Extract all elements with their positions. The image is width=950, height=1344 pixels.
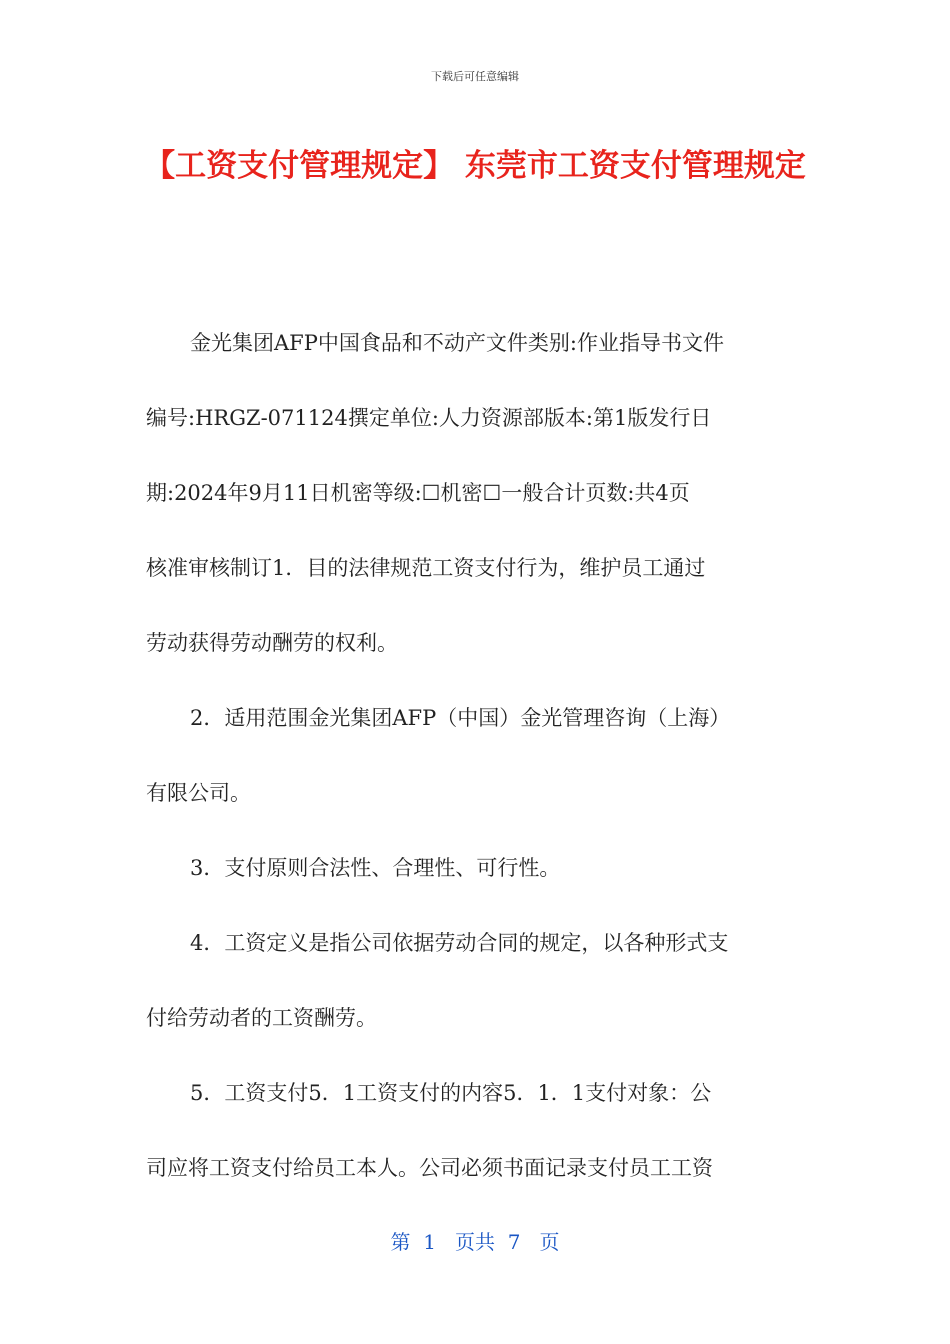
body-line: 2．适用范围金光集团AFP（中国）金光管理咨询（上海） bbox=[190, 706, 731, 730]
body-line: 编号:HRGZ-071124撰定单位:人力资源部版本:第1版发行日 bbox=[146, 406, 712, 430]
body-line: 期:2024年9月11日机密等级:☐机密☐一般合计页数:共4页 bbox=[146, 481, 690, 505]
body-line: 3．支付原则合法性、合理性、可行性。 bbox=[190, 856, 561, 880]
body-line: 5．工资支付5．1工资支付的内容5．1．1支付对象：公 bbox=[190, 1081, 712, 1105]
body-line: 司应将工资支付给员工本人。公司必须书面记录支付员工工资 bbox=[146, 1156, 713, 1180]
body-line: 金光集团AFP中国食品和不动产文件类别:作业指导书文件 bbox=[190, 331, 724, 355]
page-number-footer: 第 1 页共 7 页 bbox=[390, 1230, 560, 1254]
body-line: 付给劳动者的工资酬劳。 bbox=[146, 1006, 377, 1030]
body-line: 劳动获得劳动酬劳的权利。 bbox=[146, 631, 398, 655]
header-note: 下载后可任意编辑 bbox=[431, 70, 519, 83]
document-body bbox=[146, 318, 806, 1218]
body-line: 4．工资定义是指公司依据劳动合同的规定，以各种形式支 bbox=[190, 931, 729, 955]
body-line: 核准审核制订1．目的法律规范工资支付行为，维护员工通过 bbox=[146, 556, 706, 580]
document-title: 【工资支付管理规定】 东莞市工资支付管理规定 bbox=[144, 148, 806, 184]
body-line: 有限公司。 bbox=[146, 781, 251, 805]
